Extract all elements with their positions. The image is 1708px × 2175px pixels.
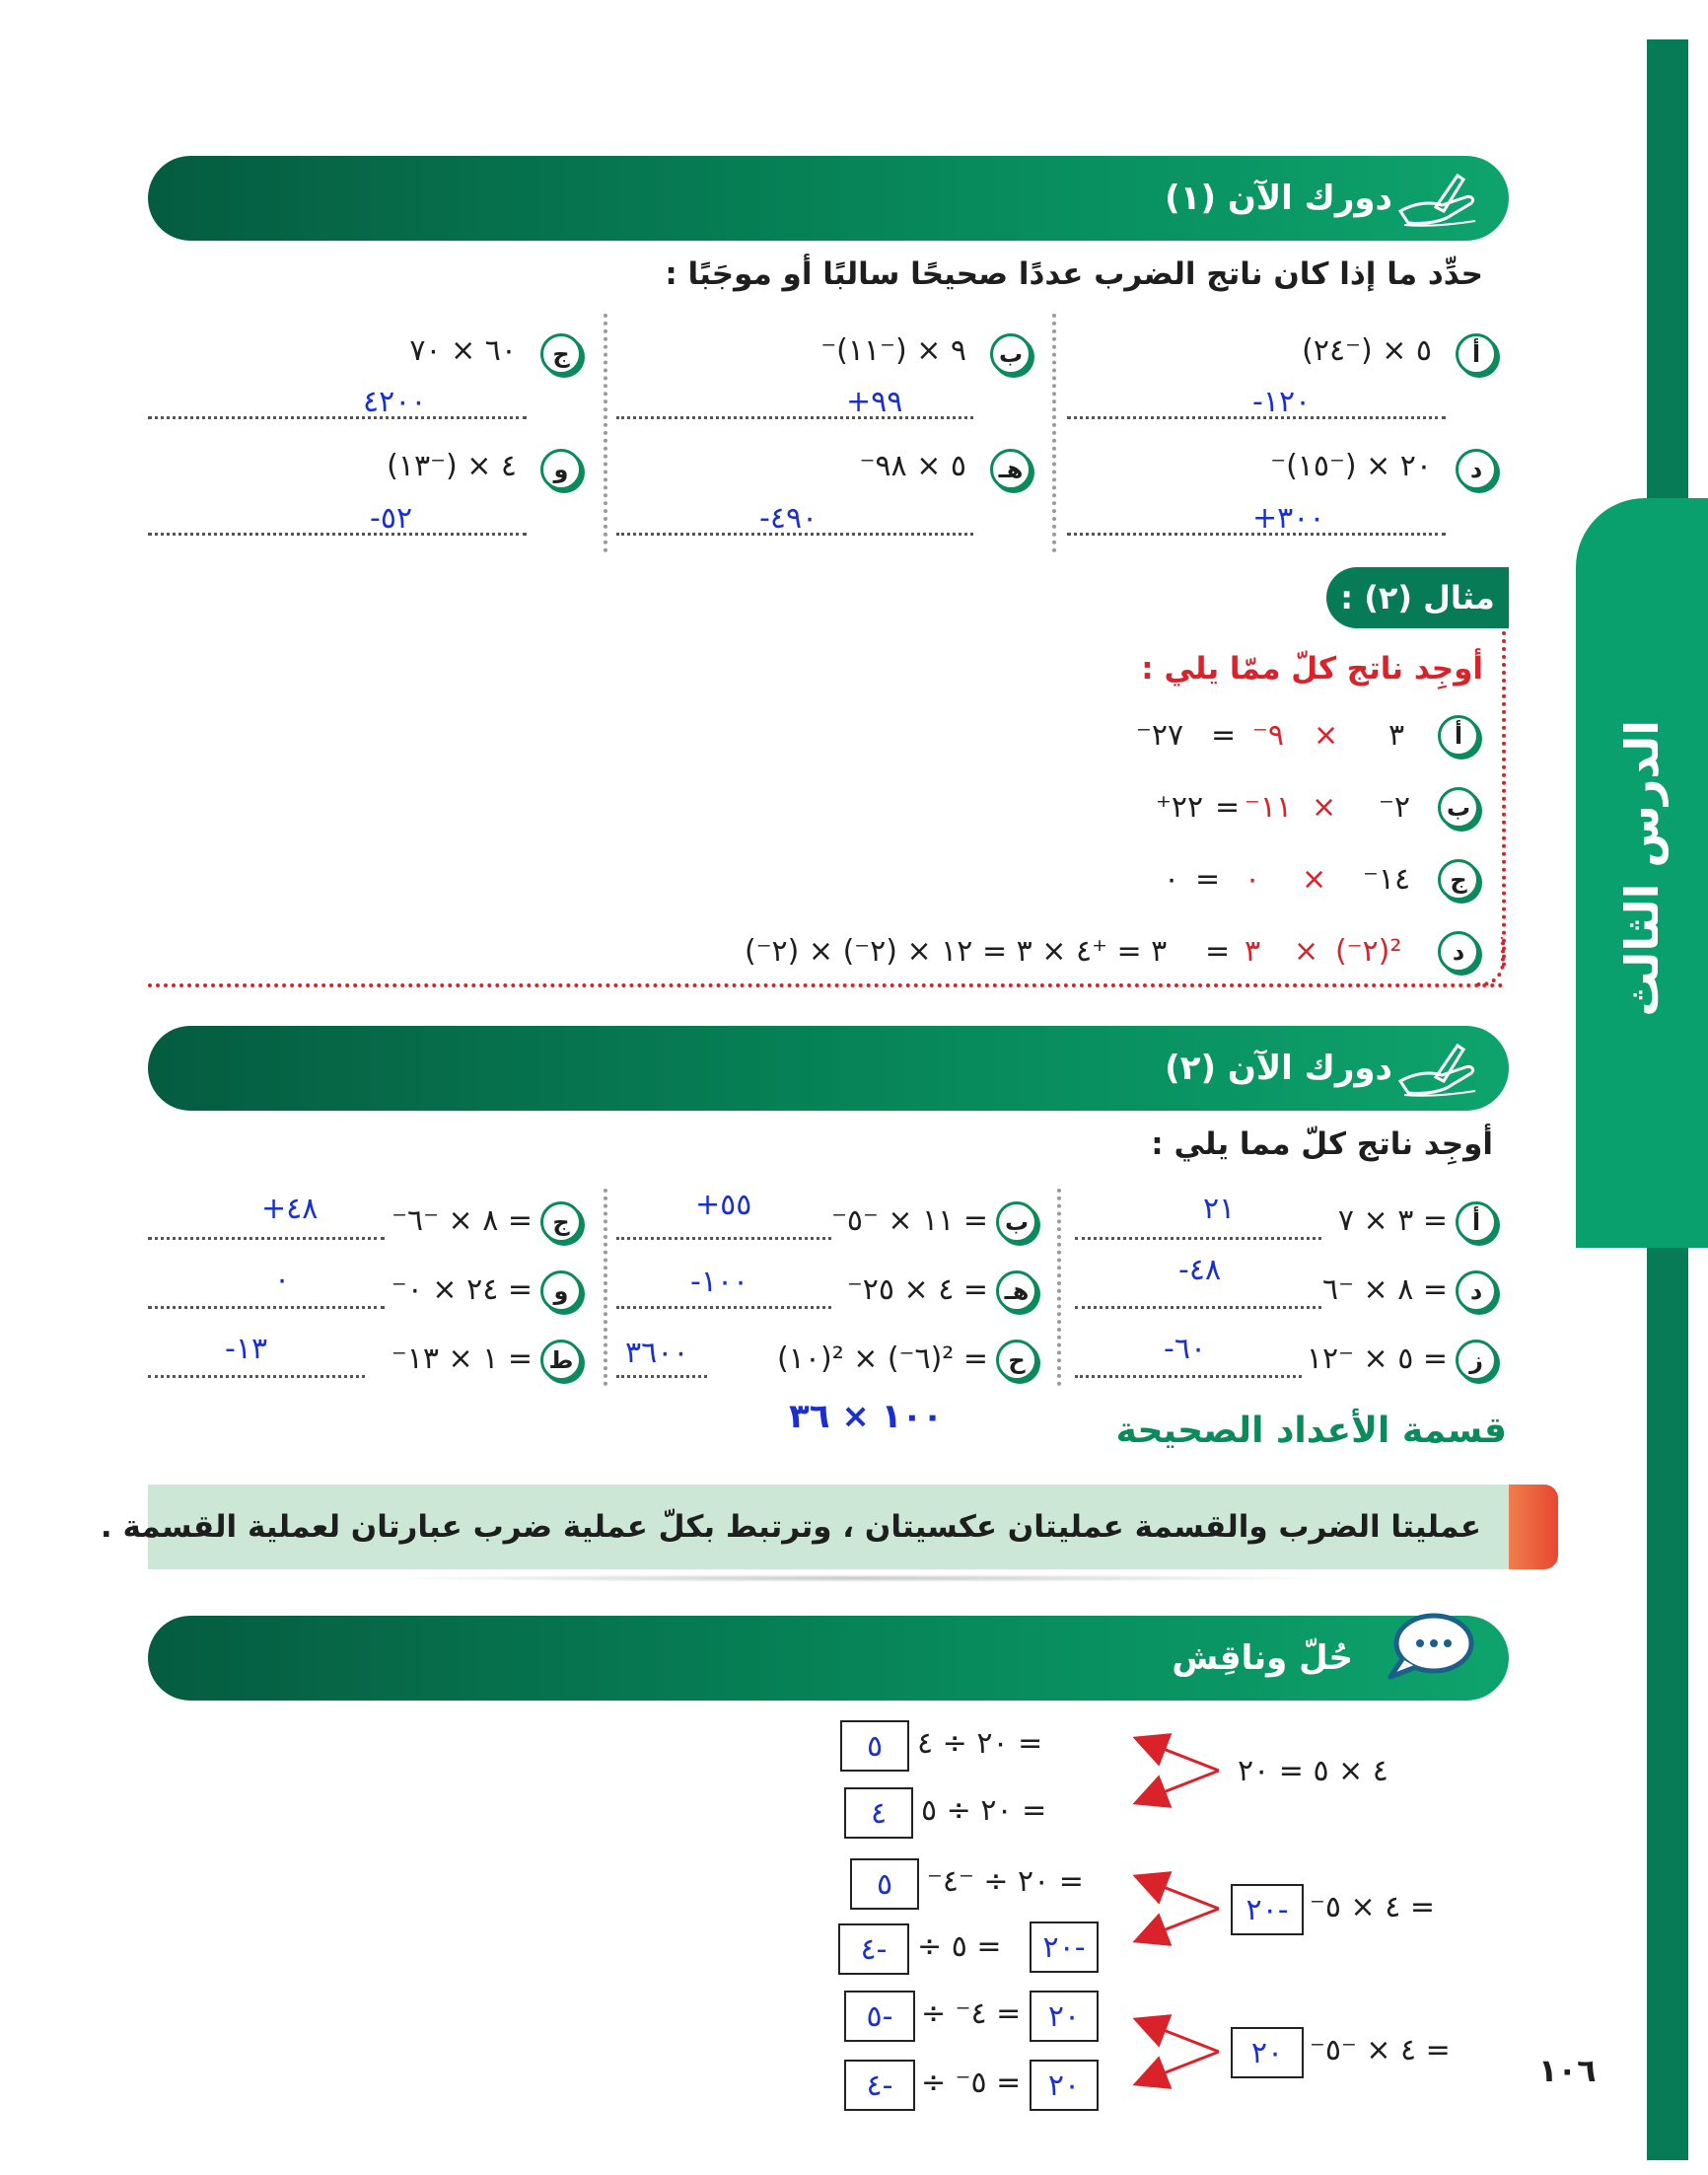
example-label: د [1438,931,1479,973]
question-expression: ٣ × ٧ = [1337,1203,1448,1238]
answer-value: -٤٨ [1178,1253,1222,1287]
example-equals: = [1215,790,1241,825]
question-expression: ⁻٤ × ٢٥ = [846,1272,988,1307]
question-expression: ⁻٢٠ × (⁻١٥) [1270,449,1432,483]
example-border-bottom [148,983,1504,987]
section2-header [148,1026,1509,1111]
discuss-title: حُلّ وناقِش [1172,1638,1353,1678]
answer-value: -٥٢ [370,501,413,536]
question-expression: ٥ × (⁻٢٤) [1302,333,1432,368]
info-text: عمليتا الضرب والقسمة عمليتان عكسيتان ، وترتبط بكلّ عملية ضرب عبارتان لعملية القسمة . [100,1509,1481,1545]
discuss-header [148,1616,1509,1701]
question-label: ب [990,333,1032,375]
example-factor-a: ⁻٢ [1379,790,1410,825]
answer-line[interactable] [1075,1306,1321,1309]
example-factor-a: (⁻٢)² [1335,934,1402,969]
answer-line[interactable] [148,1375,365,1378]
answer-box[interactable]: -٤ [844,2060,915,2111]
answer-line[interactable] [616,1375,707,1378]
answer-box[interactable]: ٥ [840,1720,909,1772]
question-expression: (١٠)² × (⁻٦)² = [777,1341,988,1376]
example-equals: = [1211,718,1237,753]
question-expression: ⁻٩ × (⁻١١) [820,333,966,368]
divider-shadow [375,1574,1341,1582]
example-operator: × [1302,862,1327,897]
multiplication-answer-box[interactable]: ٢٠ [1231,2027,1304,2078]
page-number: ١٠٦ [1538,2052,1597,2089]
example-label: ج [1438,859,1479,901]
example-operator: × [1312,790,1337,825]
example-label: ب [1438,787,1479,829]
answer-value: ٢١ [1203,1192,1236,1226]
question-label: أ [1456,333,1497,375]
section2-instruction: أوجِد ناتج كلّ مما يلي : [1151,1126,1493,1162]
answer-line[interactable] [616,1306,831,1309]
answer-line[interactable] [1075,1375,1302,1378]
example-operator: × [1314,718,1339,753]
question-label: ح [996,1340,1037,1381]
section2-title: دورك الآن (٢) [1165,1049,1392,1088]
division-expression: ÷ ⁻٥ = [921,2066,1022,2100]
question-label: ط [540,1340,582,1381]
column-divider [1052,314,1056,552]
handwritten-work-note: ١٠٠ × ٣٦ [789,1397,943,1436]
answer-box[interactable]: ٥ [850,1858,919,1910]
example-result: (⁻٢) × (⁻٢) × ٣ = ⁺٤ × ٣ = ١٢ [745,934,1168,969]
multiplication-expression: ٤ × ٥ = ٢٠ [1238,1754,1388,1788]
question-expression: ٥ × ⁻١٢ = [1306,1341,1448,1376]
column-divider [604,1189,607,1386]
given-box: ٢٠ [1030,2060,1099,2111]
example-result: ⁻٢٧ [1136,718,1184,753]
answer-line[interactable] [616,1237,831,1240]
answer-value: -٦٠ [1164,1332,1207,1366]
question-expression: ⁻٨ × ⁻٦ = [391,1203,533,1238]
question-label: هـ [990,449,1032,490]
question-expression: ⁻١١ × ⁻٥ = [831,1203,988,1238]
given-box: -٢٠ [1030,1921,1099,1973]
example-tab: مثال (٢) : [1326,567,1509,628]
example-border-corner [1477,937,1505,986]
answer-value: ٠ [274,1263,291,1297]
question-label: هـ [996,1270,1037,1312]
bracket-arrow-icon [1132,1869,1223,1948]
example-factor-a: ٣ [1388,718,1405,753]
multiplication-expression: ⁻٤ × ٥ = [1310,1890,1435,1924]
example-operator: × [1294,934,1319,969]
division-expression: ÷ ٥ = [917,1929,1002,1964]
chat-bubble-icon [1385,1606,1479,1685]
question-label: أ [1456,1201,1497,1243]
example-factor-b: ⁻٩ [1252,718,1284,753]
answer-line[interactable] [1075,1237,1321,1240]
example-equals: = [1205,934,1231,969]
given-box: ٢٠ [1030,1991,1099,2042]
division-expression: ÷ ⁻٤ = [921,1996,1022,2031]
answer-line[interactable] [148,1237,385,1240]
answer-value: ٤٢٠٠ [363,385,427,419]
writing-hand-icon [1396,1038,1479,1099]
example-label: أ [1438,715,1479,757]
question-label: ج [540,1201,582,1243]
answer-value: +٩٩ [846,385,903,419]
column-divider [604,314,607,552]
lesson-tab-label: الدرس الثالث [1615,719,1669,1017]
answer-line[interactable] [148,533,527,536]
bracket-arrow-icon [1132,1731,1223,1810]
division-heading: قسمة الأعداد الصحيحة [1115,1411,1507,1451]
answer-value: -١٠٠ [690,1265,749,1299]
example-factor-b: ٣ [1245,934,1261,969]
section1-instruction: حدِّد ما إذا كان ناتج الضرب عددًا صحيحًا سالبًا أو موجَبًا : [665,256,1483,292]
info-accent [1509,1485,1558,1569]
answer-box[interactable]: -٤ [838,1923,909,1975]
answer-value: +٤٨ [261,1192,319,1226]
multiplication-answer-box[interactable]: -٢٠ [1231,1884,1304,1935]
answer-value: -٤٩٠ [759,501,818,536]
section1-header [148,156,1509,241]
example-result: ٠ [1164,862,1180,897]
answer-value: ٣٦٠٠ [625,1336,689,1370]
answer-value: -١٣ [225,1332,268,1366]
question-label: د [1456,449,1497,490]
question-label: د [1456,1270,1497,1312]
question-expression: ⁻١ × ١٣ = [391,1341,533,1376]
question-label: و [540,449,582,490]
section1-title: دورك الآن (١) [1165,179,1392,218]
writing-hand-icon [1396,168,1479,229]
division-expression: ٢٠ ÷ ٥ = [921,1793,1047,1828]
answer-value: +٥٥ [695,1188,752,1222]
example-equals: = [1195,862,1221,897]
question-label: ب [996,1201,1037,1243]
example-factor-b: ⁻١١ [1245,790,1293,825]
question-expression: ٨ × ⁻٦ = [1322,1272,1448,1307]
bracket-arrow-icon [1132,2012,1223,2091]
question-label: ز [1456,1340,1497,1381]
answer-value: -١٢٠ [1252,385,1312,419]
question-expression: ٤ × (⁻١٣) [387,449,517,483]
answer-line[interactable] [616,416,973,419]
example-factor-a: ⁻١٤ [1363,862,1411,897]
example-border-right [1502,631,1506,967]
answer-box[interactable]: -٥ [844,1991,915,2042]
example-factor-b: ٠ [1245,862,1261,897]
answer-line[interactable] [148,1306,385,1309]
question-expression: ⁻٥ × ٩٨ [859,449,966,483]
answer-box[interactable]: ٤ [844,1787,913,1839]
question-expression: ⁻٢٤ × ٠ = [391,1272,533,1307]
answer-value: +٣٠٠ [1252,501,1325,536]
example-result: ⁺٢٢ [1156,790,1204,825]
question-label: و [540,1270,582,1312]
question-label: ج [540,333,582,375]
column-divider [1057,1189,1061,1386]
division-expression: ٢٠ ÷ ٤ = [917,1726,1043,1761]
answer-line[interactable] [148,416,527,419]
example-instruction: أوجِد ناتج كلّ ممّا يلي : [1141,651,1483,687]
division-expression: ⁻٢٠ ÷ ⁻٤ = [927,1864,1084,1899]
multiplication-expression: ⁻٤ × ⁻٥ = [1310,2033,1451,2067]
question-expression: ٦٠ × ٧٠ [409,333,517,368]
